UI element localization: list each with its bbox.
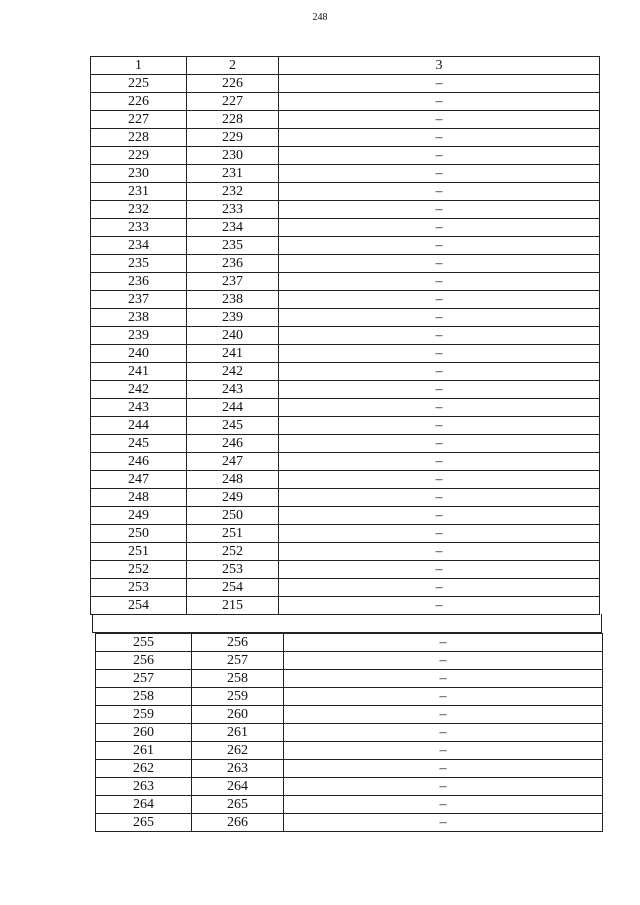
table-cell: 242	[187, 363, 279, 381]
table-cell: –	[284, 778, 603, 796]
table-cell: –	[284, 742, 603, 760]
table-row	[96, 778, 603, 796]
table-header-row	[91, 57, 600, 75]
table-cell: 259	[96, 706, 192, 724]
table-cell: –	[284, 634, 603, 652]
table-row	[96, 652, 603, 670]
table-row	[91, 435, 600, 453]
table-cell: 241	[187, 345, 279, 363]
table-cell: 257	[192, 652, 284, 670]
table-row	[91, 75, 600, 93]
table-row	[91, 597, 600, 615]
table-row	[96, 760, 603, 778]
table-cell: 242	[91, 381, 187, 399]
table-row	[96, 796, 603, 814]
table-row	[91, 111, 600, 129]
table-cell: 261	[192, 724, 284, 742]
table-cell: 239	[187, 309, 279, 327]
table-cell: 215	[187, 597, 279, 615]
table-cell: –	[279, 507, 600, 525]
table-row	[91, 417, 600, 435]
table-cell: 248	[91, 489, 187, 507]
table-cell: 236	[91, 273, 187, 291]
table-cell: 265	[192, 796, 284, 814]
table-cell: 250	[91, 525, 187, 543]
table-row	[91, 291, 600, 309]
table-cell: –	[279, 399, 600, 417]
table-row	[96, 688, 603, 706]
column-header: 3	[279, 57, 600, 75]
table-cell: 252	[91, 561, 187, 579]
table-row	[91, 579, 600, 597]
table-cell: 230	[91, 165, 187, 183]
table-cell: –	[279, 435, 600, 453]
table-cell: 252	[187, 543, 279, 561]
table-cell: –	[279, 489, 600, 507]
table-cell: 244	[91, 417, 187, 435]
table-row	[91, 327, 600, 345]
table-cell: 260	[96, 724, 192, 742]
table-cell: –	[279, 543, 600, 561]
table-cell: 235	[91, 255, 187, 273]
table-cell: –	[279, 597, 600, 615]
table-row	[91, 93, 600, 111]
data-table-part1	[90, 56, 600, 615]
table-cell: 231	[91, 183, 187, 201]
table-row	[91, 525, 600, 543]
column-header: 2	[187, 57, 279, 75]
table-cell: 246	[187, 435, 279, 453]
table-cell: 256	[96, 652, 192, 670]
table-cell: 255	[96, 634, 192, 652]
table-row	[96, 706, 603, 724]
table-cell: 233	[187, 201, 279, 219]
table-cell: –	[284, 724, 603, 742]
table-row	[96, 670, 603, 688]
table-cell: –	[279, 309, 600, 327]
table-cell: –	[284, 796, 603, 814]
table-cell: 259	[192, 688, 284, 706]
page-number: 248	[312, 12, 328, 23]
table-cell: 240	[91, 345, 187, 363]
table-cell: –	[279, 183, 600, 201]
table-row	[96, 742, 603, 760]
table-row	[91, 165, 600, 183]
table-cell: –	[279, 111, 600, 129]
table-cell: 254	[91, 597, 187, 615]
table-cell: 234	[187, 219, 279, 237]
table-cell: 232	[91, 201, 187, 219]
table-cell: 260	[192, 706, 284, 724]
table-cell: 226	[91, 93, 187, 111]
table-row	[91, 507, 600, 525]
table-cell: 256	[192, 634, 284, 652]
table-cell: 261	[96, 742, 192, 760]
table-cell: 245	[187, 417, 279, 435]
table-row	[91, 453, 600, 471]
table-cell: 247	[187, 453, 279, 471]
table-cell: 257	[96, 670, 192, 688]
table-row	[91, 543, 600, 561]
table-row	[91, 219, 600, 237]
table-cell: 247	[91, 471, 187, 489]
table-cell: –	[279, 345, 600, 363]
table-cell: –	[279, 363, 600, 381]
table-cell: 230	[187, 147, 279, 165]
table-cell: –	[284, 760, 603, 778]
table-cell: –	[284, 670, 603, 688]
table-cell: 241	[91, 363, 187, 381]
table-row	[91, 183, 600, 201]
table-cell: 251	[91, 543, 187, 561]
table-cell: 234	[91, 237, 187, 255]
table-cell: 238	[91, 309, 187, 327]
table-cell: 263	[96, 778, 192, 796]
table-gap-row	[92, 614, 602, 633]
table-cell: 251	[187, 525, 279, 543]
table-cell: 262	[192, 742, 284, 760]
table-cell: 248	[187, 471, 279, 489]
table-cell: 235	[187, 237, 279, 255]
table-row	[91, 255, 600, 273]
table-cell: 228	[91, 129, 187, 147]
table-cell: 229	[91, 147, 187, 165]
table-cell: 265	[96, 814, 192, 832]
table-cell: –	[284, 688, 603, 706]
table-cell: 264	[192, 778, 284, 796]
table-cell: 237	[91, 291, 187, 309]
table-row	[91, 129, 600, 147]
table-cell: –	[279, 165, 600, 183]
table-cell: –	[279, 219, 600, 237]
table-row	[91, 489, 600, 507]
table-cell: –	[279, 93, 600, 111]
table-cell: –	[284, 814, 603, 832]
column-header: 1	[91, 57, 187, 75]
table-row	[96, 634, 603, 652]
table-cell: 249	[91, 507, 187, 525]
table-cell: 253	[91, 579, 187, 597]
table-row	[91, 237, 600, 255]
table-cell: 238	[187, 291, 279, 309]
table-row	[91, 399, 600, 417]
table-cell: 226	[187, 75, 279, 93]
table-cell: 228	[187, 111, 279, 129]
table-cell: –	[279, 471, 600, 489]
table-row	[91, 147, 600, 165]
table-row	[91, 471, 600, 489]
table-cell: –	[279, 255, 600, 273]
table-cell: –	[279, 201, 600, 219]
table-row	[91, 309, 600, 327]
table-cell: –	[279, 525, 600, 543]
table-cell: –	[284, 652, 603, 670]
table-cell: 243	[187, 381, 279, 399]
table-cell: –	[279, 561, 600, 579]
table-cell: –	[279, 273, 600, 291]
table-row	[91, 201, 600, 219]
table-cell: 227	[91, 111, 187, 129]
table-cell: –	[279, 129, 600, 147]
table-row	[91, 363, 600, 381]
table-cell: –	[279, 381, 600, 399]
table-cell: 231	[187, 165, 279, 183]
table-cell: 244	[187, 399, 279, 417]
table-cell: 249	[187, 489, 279, 507]
table-cell: –	[279, 237, 600, 255]
table-cell: 246	[91, 453, 187, 471]
table-cell: 233	[91, 219, 187, 237]
table-row	[91, 273, 600, 291]
table-row	[91, 345, 600, 363]
table-cell: –	[284, 706, 603, 724]
data-table-part2	[95, 633, 603, 832]
table-cell: 258	[192, 670, 284, 688]
table-cell: –	[279, 291, 600, 309]
table-cell: 258	[96, 688, 192, 706]
table-row	[91, 561, 600, 579]
table-cell: 266	[192, 814, 284, 832]
table-cell: 240	[187, 327, 279, 345]
table-cell: 232	[187, 183, 279, 201]
table-cell: 262	[96, 760, 192, 778]
table-cell: 250	[187, 507, 279, 525]
table-cell: –	[279, 75, 600, 93]
table-cell: 264	[96, 796, 192, 814]
table-cell: 253	[187, 561, 279, 579]
table-row	[91, 381, 600, 399]
table-cell: 239	[91, 327, 187, 345]
table-cell: 263	[192, 760, 284, 778]
table-cell: 229	[187, 129, 279, 147]
table-row	[96, 814, 603, 832]
table-cell: 236	[187, 255, 279, 273]
table-cell: –	[279, 579, 600, 597]
table-cell: –	[279, 327, 600, 345]
table-cell: 254	[187, 579, 279, 597]
table-cell: –	[279, 453, 600, 471]
table-row	[96, 724, 603, 742]
table-cell: 237	[187, 273, 279, 291]
table-cell: –	[279, 147, 600, 165]
table-cell: –	[279, 417, 600, 435]
table-cell: 225	[91, 75, 187, 93]
table-cell: 227	[187, 93, 279, 111]
table-cell: 245	[91, 435, 187, 453]
table-cell: 243	[91, 399, 187, 417]
